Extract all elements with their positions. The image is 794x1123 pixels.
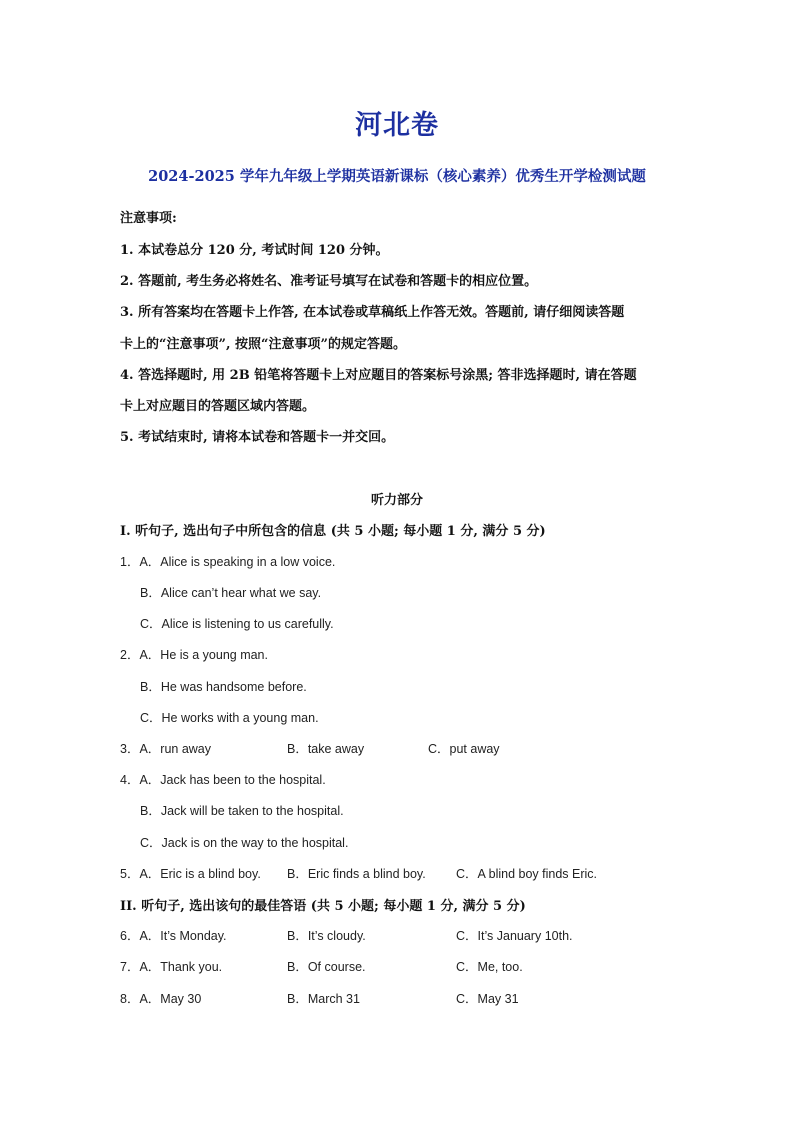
notice-item: 2. 答题前, 考生务必将姓名、准考证号填写在试卷和答题卡的相应位置。	[120, 274, 538, 289]
notice-item: 3. 所有答案均在答题卡上作答, 在本试卷或草稿纸上作答无效。答题前, 请仔细阅读答题	[120, 305, 625, 320]
question-4-option-c: C．Jack is on the way to the hospital.	[140, 836, 349, 850]
part2-heading: II. 听句子, 选出该句的最佳答语 (共 5 小题; 每小题 1 分, 满分 5 分)	[120, 899, 526, 914]
notice-item: 5. 考试结束时, 请将本试卷和答题卡一并交回。	[120, 430, 395, 445]
paper-title: 河北卷	[355, 110, 439, 141]
section-title: 听力部分	[370, 493, 423, 508]
question-5-option-b: B．Eric finds a blind boy.	[287, 867, 426, 881]
question-7-option-c: C．Me, too.	[456, 960, 523, 974]
question-7-option-b: B．Of course.	[287, 960, 366, 974]
notice-heading: 注意事项:	[120, 211, 177, 226]
question-8-option-a: 8．A．May 30	[120, 992, 202, 1006]
paper-subtitle: 2024-2025 学年九年级上学期英语新课标（核心素养）优秀生开学检测试题	[148, 168, 646, 185]
question-2-option-b: B．He was handsome before.	[140, 680, 307, 694]
question-6-option-b: B．It’s cloudy.	[287, 929, 366, 943]
notice-item: 卡上对应题目的答题区域内答题。	[120, 399, 316, 414]
notice-item: 4. 答选择题时, 用 2B 铅笔将答题卡上对应题目的答案标号涂黑; 答非选择题时, 请在答题	[120, 368, 637, 383]
question-3-option-a: 3．A．run away	[120, 742, 212, 756]
question-6-option-c: C．It’s January 10th.	[456, 929, 573, 943]
question-4-option-b: B．Jack will be taken to the hospital.	[140, 804, 344, 818]
question-8-option-c: C．May 31	[456, 992, 519, 1006]
question-5-option-c: C．A blind boy finds Eric.	[456, 867, 598, 881]
question-6-option-a: 6．A．It’s Monday.	[120, 929, 227, 943]
notice-item: 卡上的“注意事项”, 按照“注意事项”的规定答题。	[120, 337, 406, 352]
question-7-option-a: 7．A．Thank you.	[120, 960, 223, 974]
question-1-option-c: C．Alice is listening to us carefully.	[140, 617, 334, 631]
notice-item: 1. 本试卷总分 120 分, 考试时间 120 分钟。	[120, 243, 389, 258]
question-1-option-a: 1．A．Alice is speaking in a low voice.	[120, 555, 336, 569]
question-5-option-a: 5．A．Eric is a blind boy.	[120, 867, 261, 881]
question-1-option-b: B．Alice can’t hear what we say.	[140, 586, 322, 600]
part1-heading: I. 听句子, 选出句子中所包含的信息 (共 5 小题; 每小题 1 分, 满分 5 分)	[120, 524, 546, 539]
question-8-option-b: B．March 31	[287, 992, 360, 1006]
question-3-option-c: C．put away	[428, 742, 500, 756]
question-2-option-c: C．He works with a young man.	[140, 711, 319, 725]
question-2-option-a: 2．A．He is a young man.	[120, 648, 268, 662]
question-3-option-b: B．take away	[287, 742, 365, 756]
question-4-option-a: 4．A．Jack has been to the hospital.	[120, 773, 326, 787]
